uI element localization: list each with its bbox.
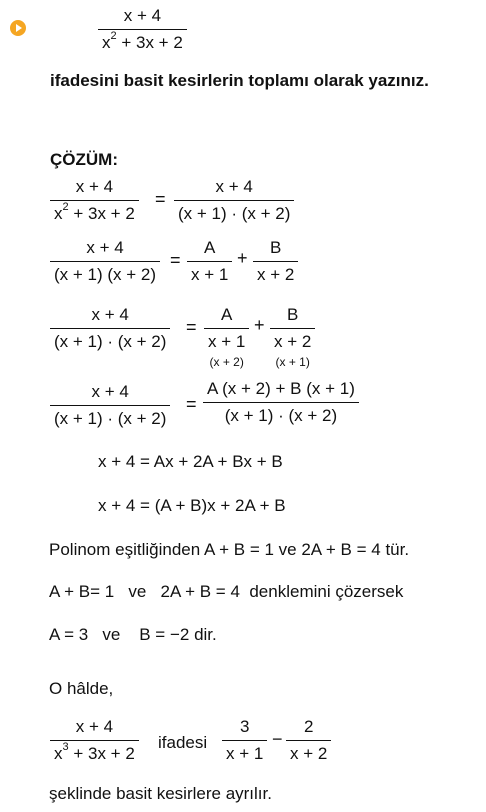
closing-text: şeklinde basit kesirlere ayrılır. xyxy=(49,784,272,803)
final-term-b: 2 x + 2 xyxy=(286,717,331,764)
step3-equals: = xyxy=(186,317,197,337)
play-marker-icon xyxy=(10,20,26,36)
problem-statement: ifadesini basit kesirlerin toplamı olarak yazınız. xyxy=(50,71,429,90)
step3-term-b: B x + 2 (x + 1) xyxy=(270,305,315,369)
final-word: ifadesi xyxy=(158,733,208,752)
final-term-a: 3 x + 1 xyxy=(222,717,267,764)
polynomial-equality-text: Polinom eşitliğinden A + B = 1 ve 2A + B = 4 tür. xyxy=(49,540,410,559)
equation-line-2: x + 4 = (A + B)x + 2A + B xyxy=(98,496,286,515)
step4-equals: = xyxy=(186,394,197,414)
step2-term-b: B x + 2 xyxy=(253,238,298,285)
equation-line-1: x + 4 = Ax + 2A + Bx + B xyxy=(98,452,283,471)
step4-rhs: A (x + 2) + B (x + 1) (x + 1) · (x + 2) xyxy=(203,379,359,426)
step2-equals: = xyxy=(170,250,181,270)
result-text: A = 3 ve B = −2 dir. xyxy=(49,625,217,644)
step2-plus: + xyxy=(237,248,248,268)
step3-plus: + xyxy=(254,315,265,335)
step1-equals: = xyxy=(155,189,166,209)
step2-lhs: x + 4 (x + 1) (x + 2) xyxy=(50,238,160,285)
problem-denominator: $x^2 + 3x + 2$ xyxy=(102,30,183,52)
system-text: A + B= 1 ve 2A + B = 4 denklemini çözersek xyxy=(49,582,404,601)
step2-term-a: A x + 1 xyxy=(187,238,232,285)
solution-heading: ÇÖZÜM: xyxy=(50,150,118,169)
conclusion-lead: O hâlde, xyxy=(49,679,114,698)
step1-lhs: x + 4 $x^2 + 3x + 2$ xyxy=(50,177,139,224)
step1-rhs: x + 4 (x + 1) · (x + 2) xyxy=(174,177,294,224)
expansion-factor: (x + 2) xyxy=(209,355,244,369)
final-lhs: x + 4 $x^3 + 3x + 2$ xyxy=(50,717,139,764)
step4-lhs: x + 4 (x + 1) · (x + 2) xyxy=(50,382,170,429)
step3-term-a: A x + 1 (x + 2) xyxy=(204,305,249,369)
final-minus: − xyxy=(272,729,283,749)
problem-numerator: x + 4 xyxy=(123,6,162,25)
problem-fraction xyxy=(98,6,187,53)
step3-lhs: x + 4 (x + 1) · (x + 2) xyxy=(50,305,170,352)
expansion-factor: (x + 1) xyxy=(275,355,310,369)
